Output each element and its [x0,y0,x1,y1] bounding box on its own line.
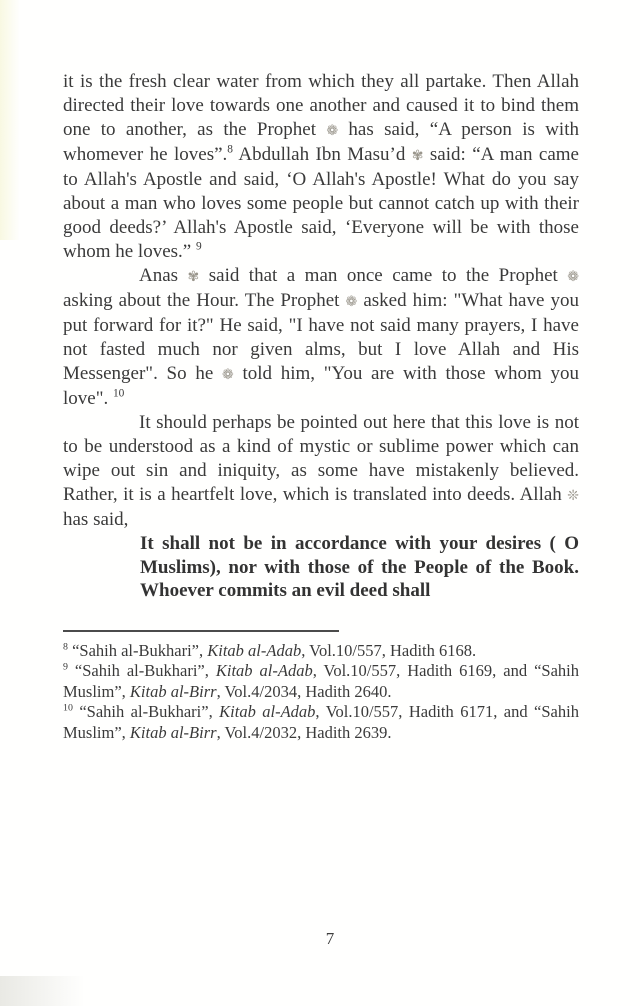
footnote-marker: 9 [63,661,68,673]
pbuh-symbol: ❁ [567,269,579,285]
footnote-marker: 10 [63,702,73,714]
body-paragraph-3: It should perhaps be pointed out here that this love is not to be understood as a kind of mystic or sublime power which can wipe out sin and iniquity, as some have mistakenly believed. Rather, it is a heartfelt love, which is translated into deeds. Allah ❊ has said, [63,412,579,530]
ra-symbol: ✾ [411,148,424,164]
swt-symbol: ❊ [567,488,579,504]
footnote-marker: 10 [112,387,125,400]
footnotes-section [63,641,579,744]
text-block [63,70,579,743]
body-paragraph-2: Anas ✾ said that a man once came to the Prophet ❁ asking about the Hour. The Prophet ❁ asked him: "What have you put forward for it?" He said, "I have not said many prayers, I have not fasted much nor given alms, but I love Allah and His Messenger". So he ❁ told him, "You are with those whom you love". $^{10}$ [63,265,579,409]
body-paragraph-1: it is the fresh clear water from which they all partake. Then Allah directed their love towards one another and caused it to bind them one to another, as the Prophet ❁ has said, “A person is with whomever he loves”.$^8$ Abdullah Ibn Masu’d ✾ said: “A man came to Allah's Apostle and said, ‘O Allah's Apostle! What do you say about a man who loves some people but cannot catch up with their good deeds?’ Allah's Apostle said, ‘Everyone will be with those whom he loves.” $^9$ [63,71,579,262]
pbuh-symbol: ❁ [326,123,339,139]
footnote-separator [63,630,339,632]
page-number: 7 [325,929,335,948]
footnote-marker: 9 [195,240,202,253]
quran-quote: It shall not be in accordance with your desires ( O Muslims), nor with those of the People of the Book. Whoever commits an evil deed shall [140,533,579,601]
pbuh-symbol: ❁ [221,367,234,383]
footnote-marker: 8 [227,143,233,156]
footnote-9: $^9$ “Sahih al-Bukhari”, Kitab al-Adab, Vol.10/557, Hadith 6169, and “Sahih Muslim”, Kitab al-Birr, Vol.4/2034, Hadith 2640. [63,661,579,701]
page-edge-shadow-bottom [0,976,85,1006]
ra-symbol: ✾ [187,269,200,285]
page-edge-shadow-top [0,0,20,240]
footnote-10: $^{10}$ “Sahih al-Bukhari”, Kitab al-Adab, Vol.10/557, Hadith 6171, and “Sahih Muslim”, Kitab al-Birr, Vol.4/2032, Hadith 2639. [63,702,579,742]
pbuh-symbol: ❁ [345,294,358,310]
footnote-marker: 8 [63,641,68,652]
footnote-8: $^8$ “Sahih al-Bukhari”, Kitab al-Adab, Vol.10/557, Hadith 6168. [63,640,477,660]
